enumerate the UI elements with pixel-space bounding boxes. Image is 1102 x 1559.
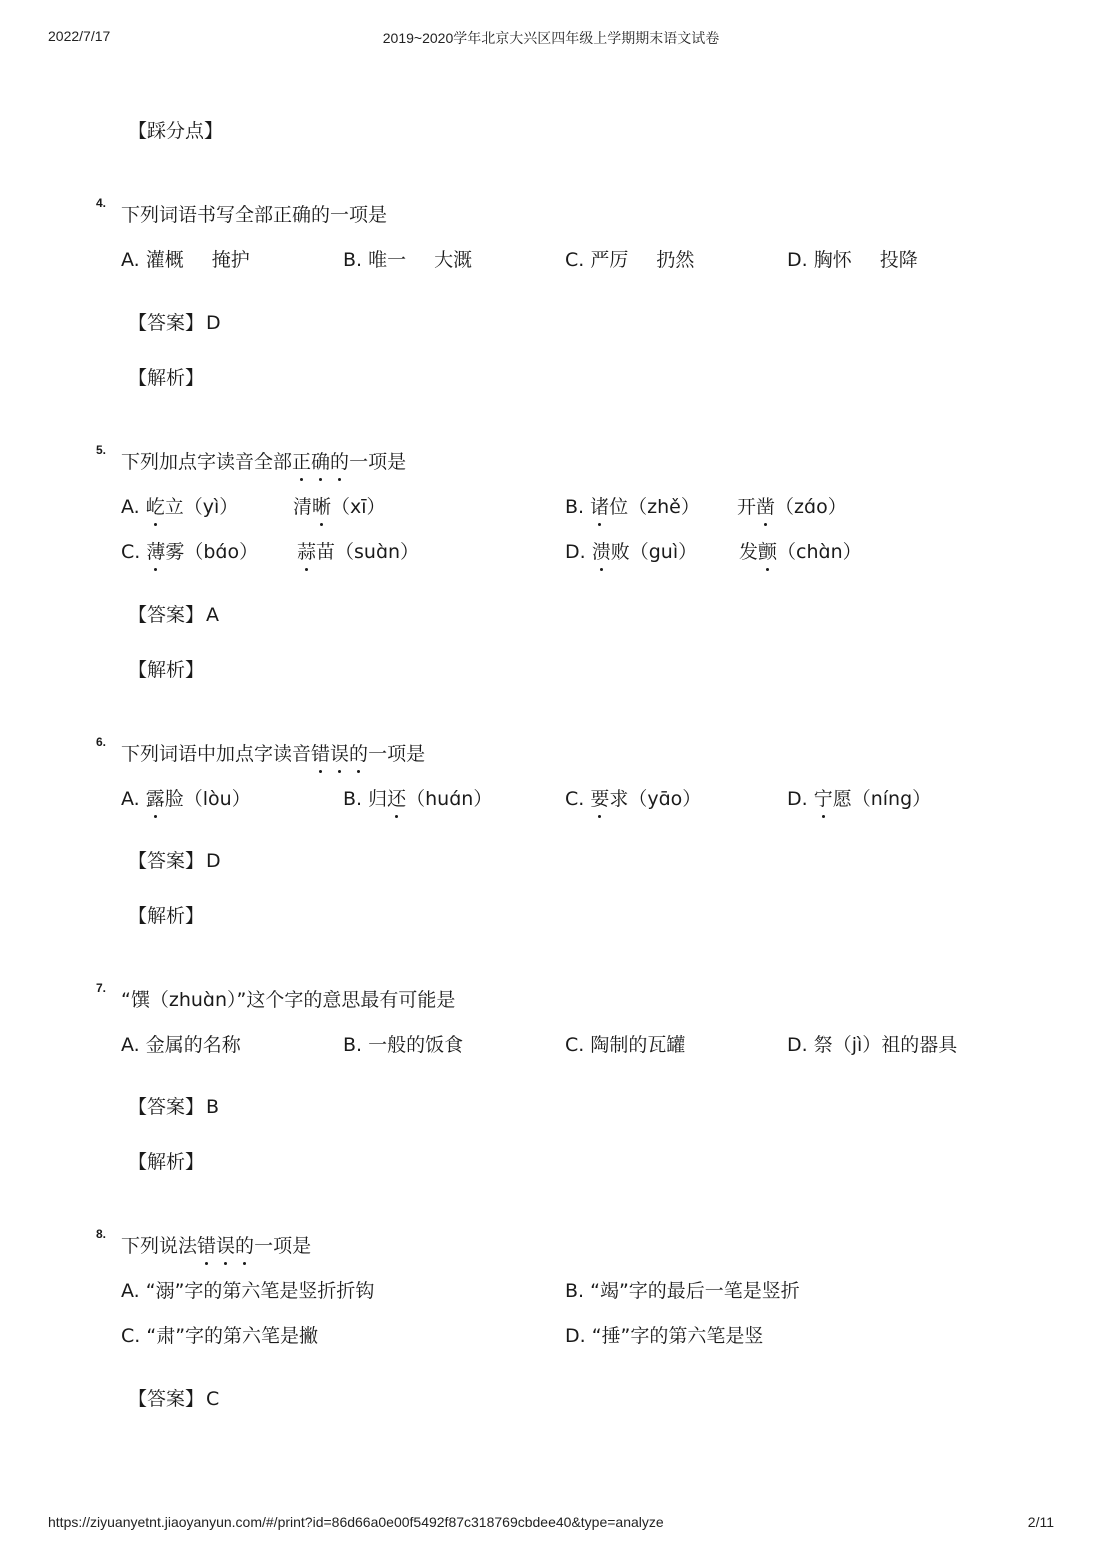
option-row [121,784,1001,814]
question-number: 6. [96,735,107,749]
option-row [121,1276,1001,1306]
option-c-second-word: 蒜苗（suɑ̀n） [297,537,419,564]
option-row [121,1321,1001,1351]
option-d: D. 溃败（guì） [565,537,697,564]
option-d-second-word: 发颤（chɑ̀n） [739,537,862,564]
page-url: https://ziyuanyetnt.jiaoyanyun.com/#/print?id=86d66a0e00f5492f87c318769cbdee40&type=analyze [48,1514,664,1530]
answer-value: B [206,1096,220,1118]
option-c: C. 薄雾（bɑ́o） [121,537,258,564]
option-d: D. 祭（jì）祖的器具 [787,1034,958,1056]
option-a: A. 金属的名称 [121,1034,241,1056]
option-b: B. 诸位（zhě） [565,492,700,519]
option-a: A. 露脸（lòu） [121,784,251,811]
question-number: 5. [96,443,107,457]
option-d: D. 胸怀 投降 [787,249,918,271]
answer-value: D [206,312,221,334]
analysis-label: 【解析】 [128,659,205,681]
option-b: B. 唯一 大溉 [343,249,473,271]
option-c: C. “肃”字的第六笔是撇 [121,1325,319,1347]
option-a-second-word: 清晰（xī） [293,492,386,519]
analysis-label: 【解析】 [128,1151,205,1173]
option-a: A. 灌概 掩护 [121,249,250,271]
question-stem: 下列词语中加点字读音错误的一项是 [121,739,425,766]
answer-line: 【答案】 D [128,850,221,872]
option-b-second-word: 开凿（zɑ́o） [737,492,847,519]
document-title: 2019~2020学年北京大兴区四年级上学期期末语文试卷 [382,30,720,46]
page-number: 2/11 [1027,1514,1054,1530]
question-number: 4. [96,196,107,210]
answer-value: A [206,604,220,626]
scoring-points-label: 【踩分点】 [128,120,224,142]
question-stem: 下列加点字读音全部正确的一项是 [121,447,406,474]
answer-line: 【答案】 A [128,604,220,626]
option-c: C. 要求（yɑ̄o） [565,784,701,811]
option-c: C. 严厉 扔然 [565,249,695,271]
answer-value: D [206,850,221,872]
answer-line: 【答案】 B [128,1096,220,1118]
answer-line: 【答案】 C [128,1388,220,1410]
option-a: A. “溺”字的第六笔是竖折折钩 [121,1280,375,1302]
analysis-label: 【解析】 [128,905,205,927]
option-row [121,492,1001,522]
print-date: 2022/7/17 [48,28,111,44]
question-number: 8. [96,1227,107,1241]
analysis-label: 【解析】 [128,367,205,389]
question-stem: “馔（zhuɑ̀n）”这个字的意思最有可能是 [121,989,456,1011]
option-d: D. “捶”字的第六笔是竖 [565,1325,764,1347]
answer-value: C [206,1388,220,1410]
option-b: B. 归还（huɑ́n） [343,784,492,811]
answer-line: 【答案】 D [128,312,221,334]
option-row [121,1030,1001,1060]
question-number: 7. [96,981,107,995]
question-stem: 下列词语书写全部正确的一项是 [121,204,388,226]
option-row [121,245,1001,275]
option-b: B. 一般的饭食 [343,1034,464,1056]
option-row [121,537,1001,567]
question-stem: 下列说法错误的一项是 [121,1231,311,1258]
option-c: C. 陶制的瓦罐 [565,1034,686,1056]
option-b: B. “竭”字的最后一笔是竖折 [565,1280,800,1302]
option-d: D. 宁愿（níng） [787,784,931,811]
option-a: A. 屹立（yì） [121,492,238,519]
